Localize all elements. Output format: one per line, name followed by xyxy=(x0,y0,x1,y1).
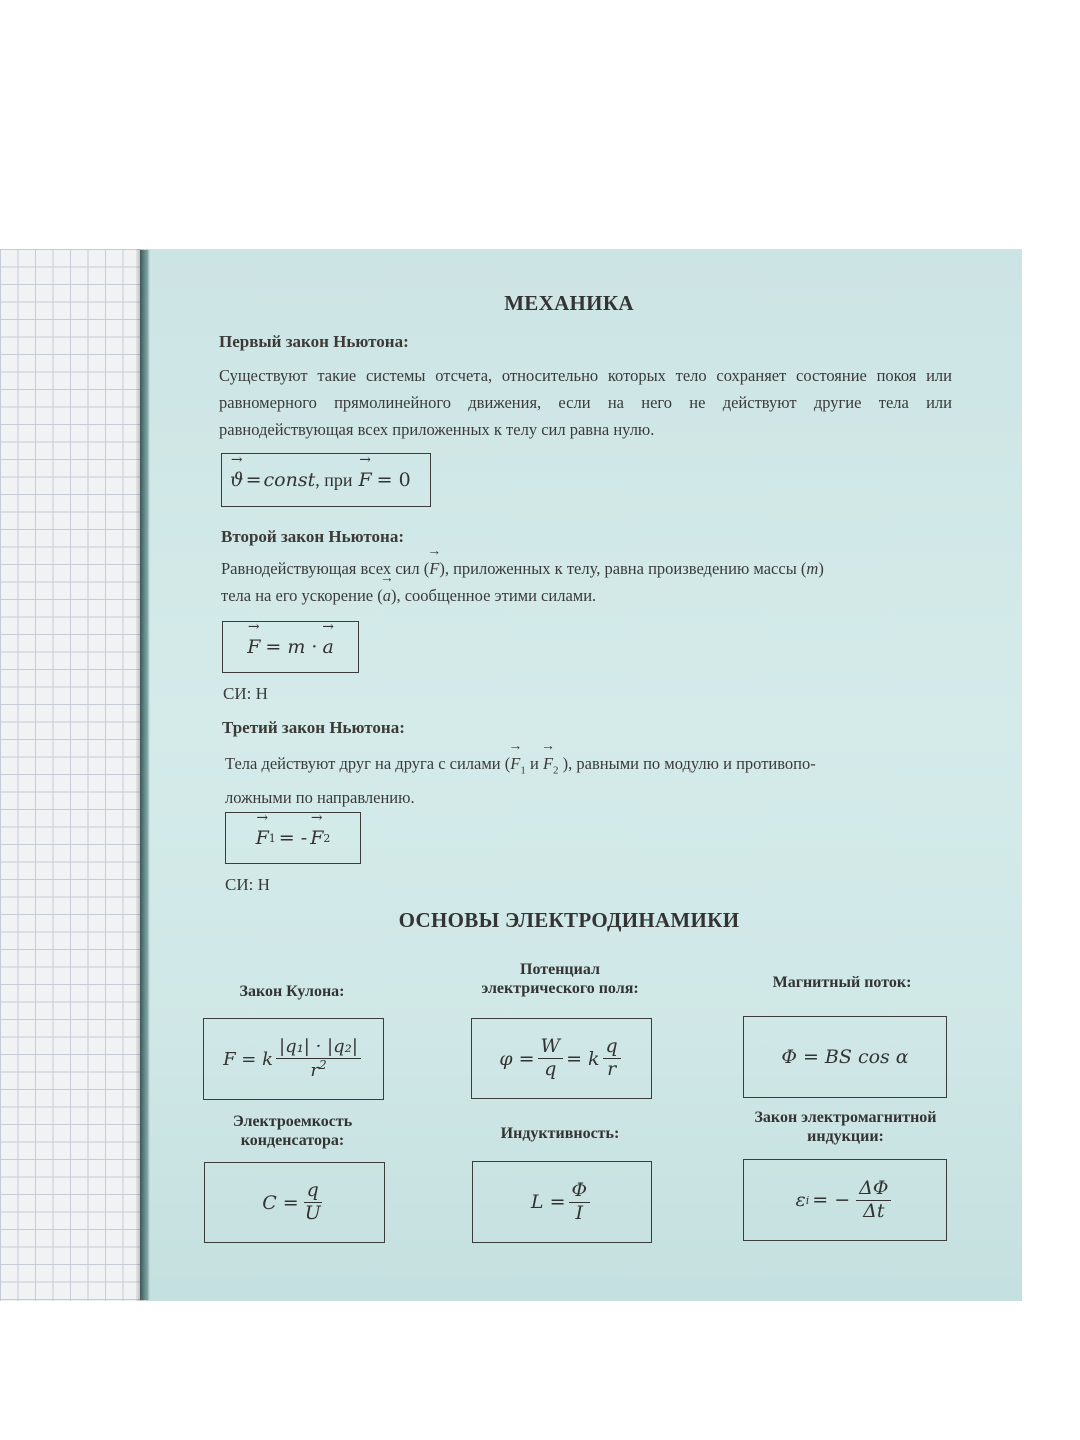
law1-heading: Первый закон Ньютона: xyxy=(219,332,409,351)
law2-formula-box xyxy=(222,621,359,673)
law3-text xyxy=(225,750,955,811)
coulomb-r: r xyxy=(310,1059,319,1081)
coulomb-formula-box xyxy=(203,1018,384,1100)
coulomb-lhs: F = k xyxy=(223,1048,273,1070)
law3-inline-F1: → F xyxy=(510,750,520,777)
law3-and: и xyxy=(529,754,539,773)
potential-fraction-2 xyxy=(603,1036,621,1081)
law3-formula-mid: = - xyxy=(278,827,308,849)
law2-t1: Равнодействующая всех сил ( xyxy=(221,559,430,578)
law3-formula-sub2: 2 xyxy=(323,831,331,845)
coulomb-caption: Закон Кулона: xyxy=(239,983,345,1000)
law2-heading: Второй закон Ньютона: xyxy=(221,527,404,546)
capacitance-den: U xyxy=(304,1202,321,1224)
capacitance-num: q xyxy=(304,1180,322,1203)
coulomb-fraction xyxy=(276,1037,361,1081)
page-edge xyxy=(140,250,150,1300)
capacitance-formula-box xyxy=(204,1162,385,1243)
law3-formula-F2: → F xyxy=(310,827,323,849)
law3-inline-sub2: 2 xyxy=(553,764,559,777)
law3-heading: Третий закон Ньютона: xyxy=(222,718,405,737)
graph-paper xyxy=(0,249,140,1301)
flux-caption: Магнитный поток: xyxy=(772,974,912,991)
law2-t4: тела на его ускорение ( xyxy=(221,586,383,605)
electro-title: ОСНОВЫ ЭЛЕКТРОДИНАМИКИ xyxy=(398,908,740,932)
induction-fraction xyxy=(856,1178,891,1223)
capacitance-caption-2: конденсатора: xyxy=(240,1132,345,1149)
law2-formula-a: → a xyxy=(322,636,333,658)
law2-line1-text xyxy=(221,555,824,582)
law3-line-1 xyxy=(225,750,955,784)
law2-t2: ), приложенных к телу, равна произведению массы ( xyxy=(439,559,807,578)
induction-sub: i xyxy=(805,1193,810,1207)
induction-num: ΔΦ xyxy=(856,1178,891,1201)
induction-den: Δt xyxy=(863,1199,885,1222)
potential-num1: W xyxy=(538,1036,564,1059)
theta-vector: → ϑ xyxy=(230,469,244,491)
law2-inline-F: → F xyxy=(429,555,439,582)
capacitance-lhs: C = xyxy=(262,1191,299,1214)
flux-formula-box xyxy=(743,1016,947,1098)
law2-t3: ) xyxy=(818,559,824,578)
potential-lhs: φ = xyxy=(499,1047,535,1070)
induction-caption xyxy=(733,1108,958,1146)
inductance-caption: Индуктивность: xyxy=(500,1125,620,1142)
potential-num2: q xyxy=(603,1036,621,1059)
law3-line-2: ложными по направлению. xyxy=(225,788,415,808)
potential-caption xyxy=(445,960,675,998)
potential-formula-box xyxy=(471,1018,652,1099)
capacitance-caption-1: Электроемкость xyxy=(232,1113,353,1130)
law1-zero: = 0 xyxy=(376,469,411,491)
inductance-num: Φ xyxy=(569,1180,591,1203)
mechanics-title: МЕХАНИКА xyxy=(504,291,634,315)
law1-equals: = xyxy=(245,469,262,491)
induction-mid: = − xyxy=(812,1189,851,1211)
law3-t2: ), равными по модулю и противопо- xyxy=(562,754,816,773)
inductance-den: I xyxy=(575,1201,584,1224)
law3-inline-sub1: 1 xyxy=(520,764,526,777)
induction-caption-2: индукции: xyxy=(807,1128,884,1145)
potential-caption-2: электрического поля: xyxy=(481,980,639,997)
law2-si-unit: СИ: Н xyxy=(223,684,268,703)
flux-formula: Φ = BS cos α xyxy=(781,1046,909,1068)
inductance-formula-box xyxy=(472,1161,652,1243)
force-vector: → F xyxy=(358,469,371,491)
law1-text: Существуют такие системы отсчета, относительно которых тело сохраняет состояние покоя или равномерного прямолинейного движения, если на него не действуют другие тела или равнодействующая всех приложенных к телу сил равна нулю. xyxy=(219,366,952,439)
capacitance-caption xyxy=(195,1112,390,1150)
potential-den1: q xyxy=(544,1058,557,1080)
potential-mid: = k xyxy=(566,1047,600,1070)
law2-t5: ), сообщенное этими силами. xyxy=(390,586,597,605)
potential-fraction-1 xyxy=(538,1036,564,1081)
law2-inline-a: → a xyxy=(383,582,391,609)
law2-line-1 xyxy=(221,555,956,582)
inductance-fraction xyxy=(569,1180,591,1225)
law2-formula-mid: = m · xyxy=(265,636,318,658)
potential-caption-1: Потенциал xyxy=(520,961,600,978)
induction-formula-box xyxy=(743,1159,947,1241)
potential-den2: r xyxy=(607,1058,617,1080)
law2-inline-m: m xyxy=(806,559,819,578)
inductance-lhs: L = xyxy=(530,1191,566,1213)
law3-si-unit: СИ: Н xyxy=(225,875,270,894)
induction-lhs: ε xyxy=(795,1189,806,1211)
law1-const: const xyxy=(263,469,316,491)
coulomb-power: 2 xyxy=(318,1057,327,1072)
coulomb-numerator: |q₁| · |q₂| xyxy=(276,1037,361,1059)
law1-formula-box xyxy=(221,453,431,507)
law3-formula-F1: → F xyxy=(256,827,269,849)
law2-formula-F: → F xyxy=(247,636,260,658)
law3-formula-sub1: 1 xyxy=(268,831,276,845)
law1-pri: , при xyxy=(315,469,353,490)
law3-inline-F2: → F xyxy=(543,750,553,777)
induction-caption-1: Закон электромагнитной xyxy=(754,1109,937,1126)
capacitance-fraction xyxy=(302,1180,324,1225)
law2-text xyxy=(221,555,956,609)
law3-formula-box xyxy=(225,812,361,864)
coulomb-denominator xyxy=(307,1059,329,1082)
law2-line-2 xyxy=(221,582,956,609)
law3-t1: Тела действуют друг на друга с силами ( xyxy=(225,754,511,773)
